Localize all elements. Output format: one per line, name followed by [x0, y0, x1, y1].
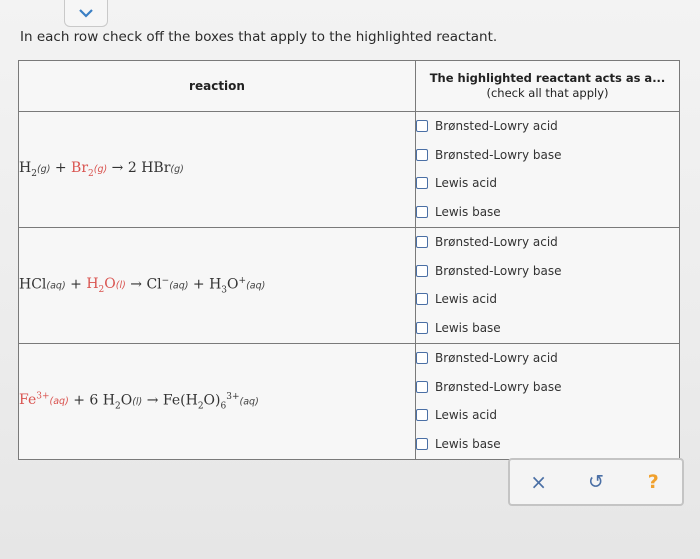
table-header: [19, 61, 680, 112]
options-row-2: [416, 228, 680, 344]
checkbox[interactable]: [416, 352, 428, 364]
checkbox[interactable]: [416, 265, 428, 277]
option-bl-acid[interactable]: Brønsted-Lowry acid: [416, 344, 679, 373]
option-lewis-base[interactable]: Lewis base: [416, 198, 679, 227]
highlighted-reactant-br2: $Br_2(g)$: [71, 160, 108, 179]
help-icon: ?: [647, 471, 659, 493]
table-row: [19, 228, 680, 344]
options-row-1: [416, 112, 680, 228]
undo-button[interactable]: [581, 467, 611, 497]
reaction-1: $H_2(g) + Br_2(g) \to 2$ HBr(g): [19, 112, 416, 228]
option-lewis-acid[interactable]: Lewis acid: [416, 285, 679, 314]
checkbox[interactable]: [416, 120, 428, 132]
reaction-3: $Fe^{3+}(aq) + 6$ $H_2O(l) \to Fe(H_2O)_6^{3+}(aq)$: [19, 344, 416, 460]
option-bl-base[interactable]: Brønsted-Lowry base: [416, 141, 679, 170]
highlighted-reactant-fe3: $Fe^{3+}(aq)$: [19, 391, 69, 409]
option-bl-base[interactable]: Brønsted-Lowry base: [416, 257, 679, 286]
header-acts-title: The highlighted reactant acts as a...: [429, 71, 666, 85]
checkbox[interactable]: [416, 381, 428, 393]
option-lewis-acid[interactable]: Lewis acid: [416, 401, 679, 430]
chevron-down-icon: [79, 8, 93, 18]
instructions: In each row check off the boxes that apply to the highlighted reactant.: [20, 29, 498, 45]
checkbox[interactable]: [416, 177, 428, 189]
header-acts-subtitle: (check all that apply): [486, 86, 609, 100]
option-bl-acid[interactable]: Brønsted-Lowry acid: [416, 112, 679, 141]
help-button[interactable]: [638, 467, 668, 497]
reactant-h2: $H_2(g)$: [19, 160, 51, 179]
header-reaction: reaction: [19, 61, 416, 112]
option-lewis-acid[interactable]: Lewis acid: [416, 169, 679, 198]
option-bl-base[interactable]: Brønsted-Lowry base: [416, 373, 679, 402]
reaction-table: [18, 60, 680, 460]
header-acts: [416, 61, 680, 112]
options-row-3: [416, 344, 680, 460]
undo-icon: ↺: [588, 471, 604, 493]
checkbox[interactable]: [416, 438, 428, 450]
checkbox[interactable]: [416, 293, 428, 305]
option-lewis-base[interactable]: Lewis base: [416, 430, 679, 459]
option-bl-acid[interactable]: Brønsted-Lowry acid: [416, 228, 679, 257]
close-icon: ×: [530, 470, 548, 494]
answer-toolbar: [508, 458, 684, 506]
checkbox[interactable]: [416, 149, 428, 161]
checkbox[interactable]: [416, 206, 428, 218]
table-row: [19, 344, 680, 460]
reaction-2: $HCl(aq) + H_2O(l) \to Cl^-(aq) + H_3O^+(aq)$: [19, 228, 416, 344]
option-lewis-base[interactable]: Lewis base: [416, 314, 679, 343]
clear-button[interactable]: [524, 467, 554, 497]
table-row: [19, 112, 680, 228]
checkbox[interactable]: [416, 409, 428, 421]
checkbox[interactable]: [416, 322, 428, 334]
checkbox[interactable]: [416, 236, 428, 248]
highlighted-reactant-h2o: $H_2O(l)$: [86, 276, 126, 296]
collapse-button[interactable]: [64, 0, 108, 27]
